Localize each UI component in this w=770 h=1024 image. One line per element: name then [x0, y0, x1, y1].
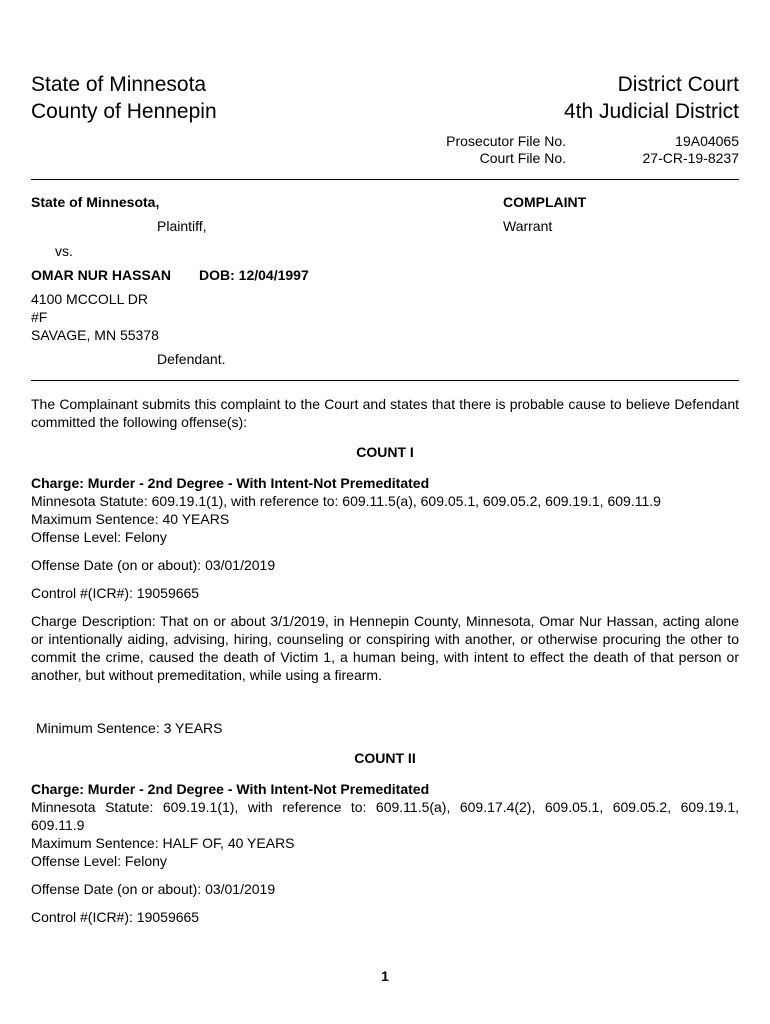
count1-heading: COUNT I — [356, 444, 414, 460]
address-line3: SAVAGE, MN 55378 — [31, 327, 159, 343]
header-divider — [31, 179, 739, 180]
count2-heading: COUNT II — [354, 750, 416, 766]
count1-charge: Charge: Murder - 2nd Degree - With Intent-Not Premeditated — [31, 475, 430, 491]
count1-offense-date: Offense Date (on or about): 03/01/2019 — [31, 557, 276, 573]
count1-offense-level: Offense Level: Felony — [31, 529, 167, 545]
district-heading: 4th Judicial District — [563, 100, 739, 123]
court-file-label: Court File No. — [479, 150, 566, 166]
prosecutor-file-label: Prosecutor File No. — [446, 133, 566, 149]
caption-divider — [31, 380, 739, 381]
count1-control: Control #(ICR#): 19059665 — [31, 585, 200, 601]
court-heading: District Court — [617, 73, 739, 96]
count2-control: Control #(ICR#): 19059665 — [31, 909, 200, 925]
count2-offense-level: Offense Level: Felony — [31, 853, 167, 869]
count2-offense-date: Offense Date (on or about): 03/01/2019 — [31, 881, 276, 897]
document-subtype: Warrant — [503, 218, 553, 234]
prosecutor-file-value: 19A04065 — [675, 133, 739, 149]
defendant-name: OMAR NUR HASSAN — [31, 267, 171, 283]
page-number: 1 — [381, 968, 389, 984]
plaintiff-name: State of Minnesota, — [31, 194, 160, 210]
state-heading: State of Minnesota — [31, 73, 207, 96]
plaintiff-role: Plaintiff, — [157, 218, 207, 234]
versus-label: vs. — [55, 243, 73, 259]
count1-details — [31, 474, 739, 546]
count1-statute: Minnesota Statute: 609.19.1(1), with reference to: 609.11.5(a), 609.05.1, 609.05.2, 609.19.1, 609.11.9 — [31, 493, 661, 509]
document-type: COMPLAINT — [503, 194, 587, 210]
count1-description: Charge Description: That on or about 3/1/2019, in Hennepin County, Minnesota, Omar Nur Hassan, acting alone or intentionally aiding, advising, hiring, counseling or conspiring with another, or otherwise procuring the other to commit the crime, caused the death of Victim 1, a human being, with intent to effect the death of that person or another, but without premeditation, while using a firearm. — [31, 613, 739, 683]
defendant-dob: DOB: 12/04/1997 — [199, 267, 309, 283]
address-line1: 4100 MCCOLL DR — [31, 291, 148, 307]
count1-min-sentence: Minimum Sentence: 3 YEARS — [36, 720, 223, 736]
intro-paragraph: The Complainant submits this complaint to the Court and states that there is probable cause to believe Defendant committed the following offense(s): — [31, 396, 739, 430]
court-file-value: 27-CR-19-8237 — [642, 150, 739, 166]
count2-charge: Charge: Murder - 2nd Degree - With Intent-Not Premeditated — [31, 781, 430, 797]
defendant-role: Defendant. — [157, 351, 226, 367]
count2-max-sentence: Maximum Sentence: HALF OF, 40 YEARS — [31, 835, 295, 851]
count1-max-sentence: Maximum Sentence: 40 YEARS — [31, 511, 230, 527]
address-line2: #F — [31, 309, 48, 325]
count2-statute: Minnesota Statute: 609.19.1(1), with reference to: 609.11.5(a), 609.17.4(2), 609.05.1, 609.05.2, 609.19.1, 609.11.9 — [31, 799, 739, 833]
county-heading: County of Hennepin — [31, 100, 217, 123]
